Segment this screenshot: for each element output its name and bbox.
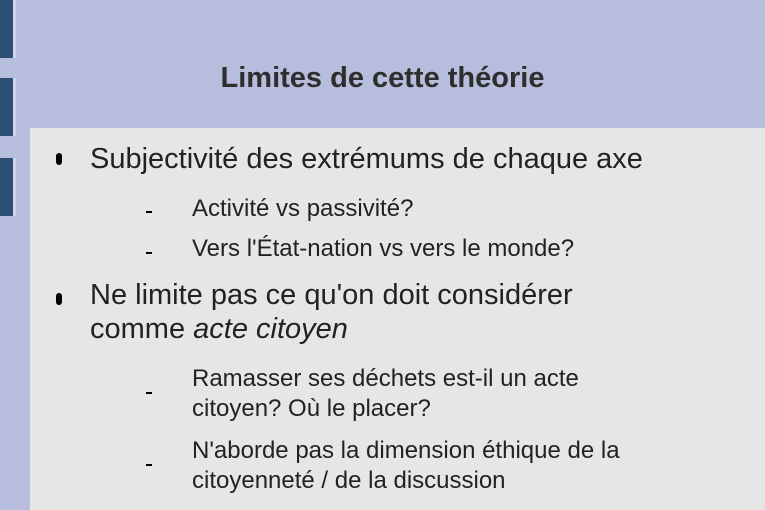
subpoint-text: Activité vs passivité?	[192, 195, 414, 222]
bullet-text-line2	[90, 312, 348, 346]
dash-bullet-icon	[146, 464, 152, 466]
bullet-point-civic-act	[30, 278, 765, 510]
subpoint-text-line2: citoyenneté / de la discussion	[192, 467, 506, 494]
bullet-icon	[56, 153, 62, 165]
decorative-bar-top	[0, 0, 16, 58]
bullet-text-italic: acte citoyen	[193, 313, 348, 345]
bullet-text-line1: Ne limite pas ce qu'on doit considérer	[90, 279, 573, 311]
subpoint-text-line1: Ramasser ses déchets est-il un acte	[192, 365, 579, 392]
content-panel	[30, 128, 765, 510]
bullet-point-subjectivity	[30, 128, 765, 278]
subpoint-text-line2: citoyen? Où le placer?	[192, 395, 431, 422]
decorative-bar-bottom	[0, 158, 16, 216]
subpoint-text: Vers l'État-nation vs vers le monde?	[192, 235, 575, 262]
slide-title: Limites de cette théorie	[220, 62, 545, 94]
bullet-text-plain: comme	[90, 313, 194, 345]
dash-bullet-icon	[146, 392, 152, 394]
dash-bullet-icon	[146, 252, 152, 254]
bullet-icon	[56, 293, 62, 305]
subpoint-text-line1: N'aborde pas la dimension éthique de la	[192, 437, 620, 464]
dash-bullet-icon	[146, 211, 152, 213]
bullet-text: Subjectivité des extrémums de chaque axe	[90, 143, 643, 175]
